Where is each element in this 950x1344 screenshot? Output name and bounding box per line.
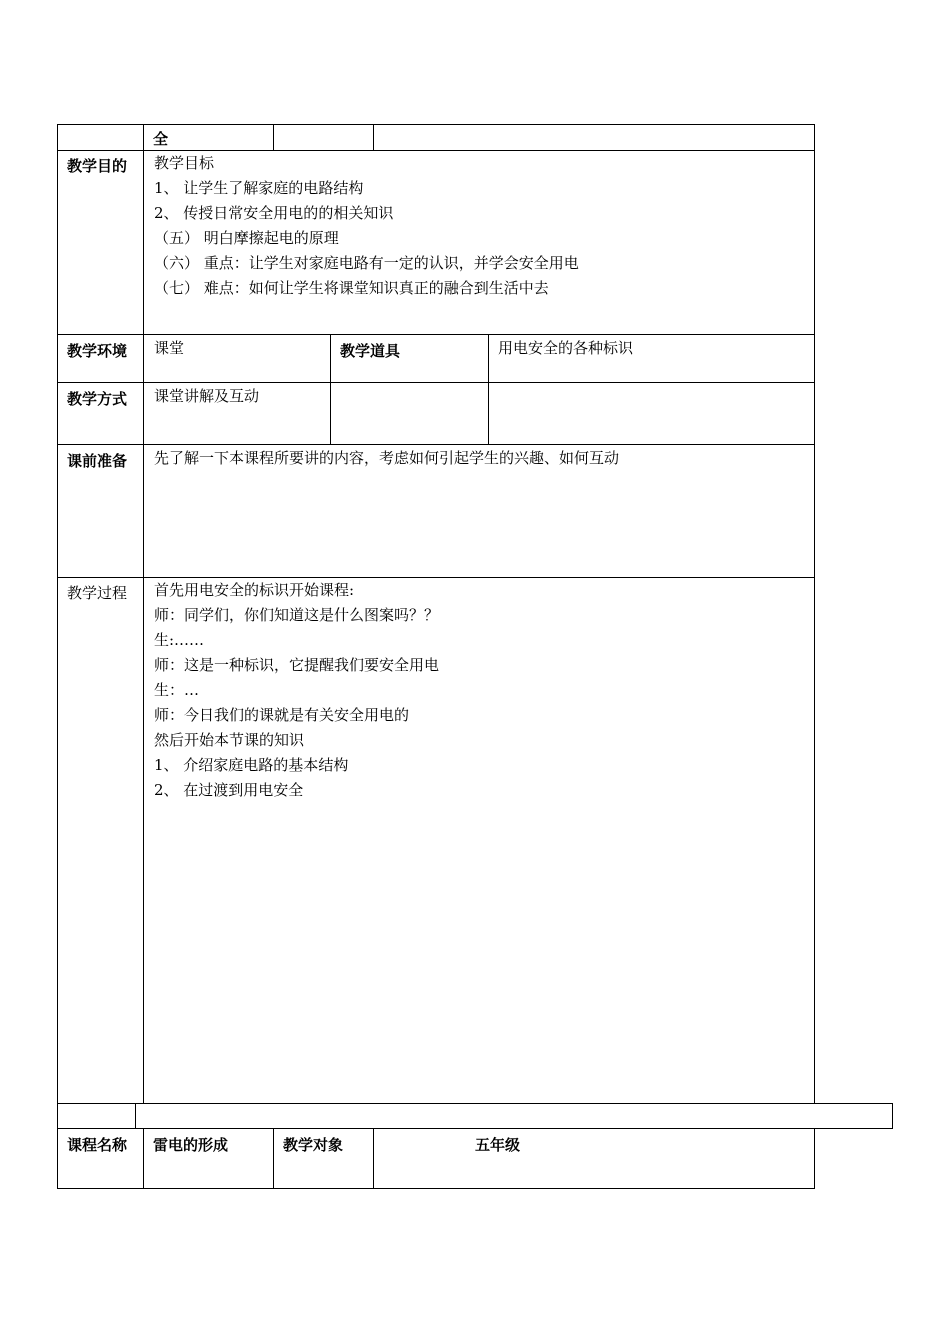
prep-value-cell xyxy=(143,444,815,578)
process-line: 师：这是一种标识，它提醒我们要安全用电 xyxy=(154,656,440,674)
top-row-cell-1 xyxy=(143,124,274,151)
goal-line: 教学目标 xyxy=(154,154,215,172)
target-value-cell xyxy=(373,1128,815,1189)
goal-line: 2、 传授日常安全用电的的相关知识 xyxy=(154,204,394,222)
goal-line: 1、 让学生了解家庭的电路结构 xyxy=(154,179,364,197)
course-name-value-cell xyxy=(143,1128,274,1189)
process-line: 2、 在过渡到用电安全 xyxy=(154,781,304,799)
env-value: 课堂 xyxy=(154,339,185,357)
process-line: 师：今日我们的课就是有关安全用电的 xyxy=(154,706,410,724)
props-value-cell xyxy=(488,334,815,383)
separator-cell-1 xyxy=(57,1103,136,1129)
process-line: 师：同学们，你们知道这是什么图案吗？？ xyxy=(154,606,440,624)
goal-line: （六） 重点：让学生对家庭电路有一定的认识，并学会安全用电 xyxy=(154,254,579,272)
target-label: 教学对象 xyxy=(283,1136,344,1154)
props-label-cell xyxy=(330,334,489,383)
prep-label: 课前准备 xyxy=(67,452,128,470)
process-content-cell xyxy=(143,577,815,1104)
top-row-cell-1-text: 全 xyxy=(153,130,169,148)
method-value-cell xyxy=(143,382,331,445)
target-value: 五年级 xyxy=(475,1136,521,1154)
separator-cell-2 xyxy=(135,1103,893,1129)
target-label-cell xyxy=(273,1128,374,1189)
goal-lines xyxy=(154,151,579,301)
env-label: 教学环境 xyxy=(67,342,128,360)
method-value: 课堂讲解及互动 xyxy=(154,387,260,405)
goal-line: （七） 难点：如何让学生将课堂知识真正的融合到生活中去 xyxy=(154,279,549,297)
goal-content-cell xyxy=(143,150,815,335)
top-row-cell-3 xyxy=(373,124,815,151)
props-label: 教学道具 xyxy=(340,342,401,360)
env-label-cell xyxy=(57,334,144,383)
goal-label: 教学目的 xyxy=(67,157,128,175)
process-line: 生：… xyxy=(154,681,200,699)
props-value: 用电安全的各种标识 xyxy=(498,339,634,357)
prep-label-cell xyxy=(57,444,144,578)
method-empty-cell-2 xyxy=(488,382,815,445)
method-label-cell xyxy=(57,382,144,445)
goal-label-cell xyxy=(57,150,144,335)
process-line: 1、 介绍家庭电路的基本结构 xyxy=(154,756,349,774)
top-row-label-cell xyxy=(57,124,144,151)
prep-value: 先了解一下本课程所要讲的内容，考虑如何引起学生的兴趣、如何互动 xyxy=(154,449,620,467)
process-label-cell xyxy=(57,577,144,1104)
method-label: 教学方式 xyxy=(67,390,128,408)
env-value-cell xyxy=(143,334,331,383)
process-line: 首先用电安全的标识开始课程: xyxy=(154,581,355,599)
process-lines xyxy=(154,578,439,803)
course-name-value: 雷电的形成 xyxy=(153,1136,229,1154)
process-line: 生:…… xyxy=(154,631,205,649)
top-row-cell-2 xyxy=(273,124,374,151)
course-name-label-cell xyxy=(57,1128,144,1189)
goal-line: （五） 明白摩擦起电的原理 xyxy=(154,229,339,247)
process-label: 教学过程 xyxy=(67,584,128,602)
process-line: 然后开始本节课的知识 xyxy=(154,731,305,749)
course-name-label: 课程名称 xyxy=(67,1136,128,1154)
method-empty-cell-1 xyxy=(330,382,489,445)
